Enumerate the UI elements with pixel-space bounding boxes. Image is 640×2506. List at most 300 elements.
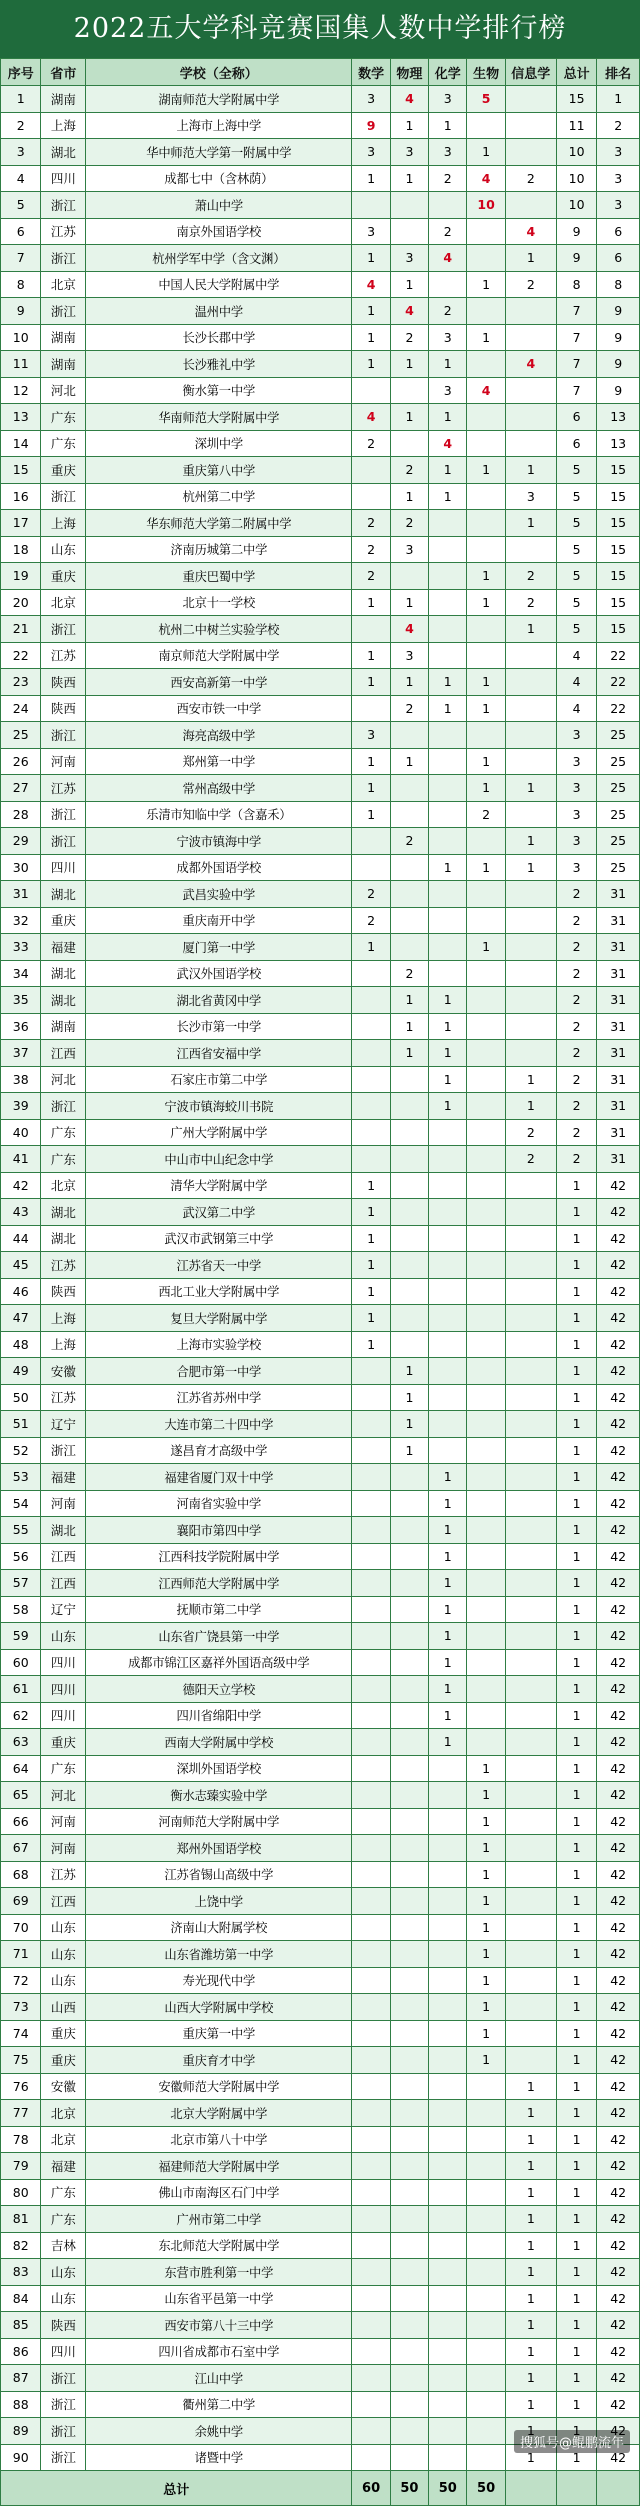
cell-rank: 13	[597, 404, 640, 431]
cell-physics	[390, 1464, 428, 1491]
cell-index: 85	[1, 2312, 41, 2339]
table-row	[1, 2312, 640, 2339]
cell-informatics	[505, 1676, 556, 1703]
cell-school: 西安高新第一中学	[86, 669, 352, 696]
cell-math: 3	[352, 86, 390, 113]
cell-school: 上饶中学	[86, 1888, 352, 1915]
cell-index: 23	[1, 669, 41, 696]
cell-physics: 2	[390, 960, 428, 987]
cell-math	[352, 2206, 390, 2233]
cell-total: 1	[556, 2285, 596, 2312]
cell-index: 34	[1, 960, 41, 987]
cell-index: 57	[1, 1570, 41, 1597]
cell-biology: 2	[467, 801, 505, 828]
cell-physics	[390, 1835, 428, 1862]
cell-biology	[467, 1172, 505, 1199]
cell-informatics	[505, 1517, 556, 1544]
cell-province: 四川	[41, 1702, 86, 1729]
cell-rank: 42	[597, 2206, 640, 2233]
cell-rank: 42	[597, 2047, 640, 2074]
cell-chemistry: 1	[429, 1464, 467, 1491]
cell-school: 西南大学附属中学校	[86, 1729, 352, 1756]
cell-biology: 1	[467, 1861, 505, 1888]
cell-informatics	[505, 801, 556, 828]
table-row	[1, 1649, 640, 1676]
cell-school: 清华大学附属中学	[86, 1172, 352, 1199]
header-biology: 生物	[467, 59, 505, 86]
cell-province: 吉林	[41, 2232, 86, 2259]
cell-school: 乐清市知临中学（含嘉禾）	[86, 801, 352, 828]
cell-informatics	[505, 324, 556, 351]
cell-chemistry	[429, 1782, 467, 1809]
cell-total: 2	[556, 960, 596, 987]
cell-biology: 1	[467, 748, 505, 775]
table-row	[1, 1437, 640, 1464]
cell-informatics	[505, 1464, 556, 1491]
cell-rank: 31	[597, 1093, 640, 1120]
table-row	[1, 2259, 640, 2286]
cell-school: 衡水第一中学	[86, 377, 352, 404]
cell-index: 30	[1, 854, 41, 881]
cell-province: 湖南	[41, 351, 86, 378]
cell-informatics	[505, 881, 556, 908]
cell-informatics: 1	[505, 2206, 556, 2233]
cell-total: 10	[556, 192, 596, 219]
cell-province: 湖北	[41, 1199, 86, 1226]
cell-rank: 42	[597, 2391, 640, 2418]
cell-school: 厦门第一中学	[86, 934, 352, 961]
cell-physics: 1	[390, 112, 428, 139]
cell-biology	[467, 1702, 505, 1729]
cell-informatics	[505, 536, 556, 563]
cell-index: 90	[1, 2444, 41, 2471]
cell-math	[352, 1040, 390, 1067]
cell-chemistry: 1	[429, 1543, 467, 1570]
cell-rank: 42	[597, 1649, 640, 1676]
cell-rank: 6	[597, 218, 640, 245]
cell-informatics: 1	[505, 854, 556, 881]
cell-physics	[390, 1941, 428, 1968]
cell-school: 诸暨中学	[86, 2444, 352, 2471]
cell-total: 2	[556, 1040, 596, 1067]
cell-province: 湖北	[41, 960, 86, 987]
cell-biology	[467, 1305, 505, 1332]
table-row	[1, 616, 640, 643]
cell-physics	[390, 377, 428, 404]
cell-school: 襄阳市第四中学	[86, 1517, 352, 1544]
cell-province: 山东	[41, 1623, 86, 1650]
cell-chemistry: 1	[429, 1702, 467, 1729]
cell-informatics	[505, 1570, 556, 1597]
cell-physics: 2	[390, 510, 428, 537]
table-row	[1, 1835, 640, 1862]
cell-total: 5	[556, 589, 596, 616]
cell-informatics	[505, 430, 556, 457]
cell-province: 江苏	[41, 1384, 86, 1411]
cell-school: 华东师范大学第二附属中学	[86, 510, 352, 537]
cell-math	[352, 1755, 390, 1782]
cell-total: 9	[556, 218, 596, 245]
table-body	[1, 86, 640, 2471]
cell-physics	[390, 2153, 428, 2180]
cell-province: 重庆	[41, 457, 86, 484]
cell-biology: 1	[467, 854, 505, 881]
cell-index: 52	[1, 1437, 41, 1464]
cell-physics	[390, 1808, 428, 1835]
cell-informatics	[505, 1782, 556, 1809]
cell-biology: 1	[467, 139, 505, 166]
cell-total: 1	[556, 1888, 596, 1915]
cell-chemistry: 1	[429, 669, 467, 696]
cell-biology	[467, 2126, 505, 2153]
cell-index: 65	[1, 1782, 41, 1809]
cell-index: 63	[1, 1729, 41, 1756]
cell-province: 浙江	[41, 801, 86, 828]
cell-rank: 31	[597, 907, 640, 934]
cell-total: 15	[556, 86, 596, 113]
cell-rank: 15	[597, 483, 640, 510]
cell-chemistry: 1	[429, 1040, 467, 1067]
cell-school: 长沙雅礼中学	[86, 351, 352, 378]
cell-total: 1	[556, 1305, 596, 1332]
cell-math	[352, 2126, 390, 2153]
cell-index: 43	[1, 1199, 41, 1226]
cell-biology: 1	[467, 1967, 505, 1994]
cell-school: 温州中学	[86, 298, 352, 325]
cell-index: 44	[1, 1225, 41, 1252]
cell-total: 9	[556, 245, 596, 272]
cell-physics: 1	[390, 589, 428, 616]
cell-school: 山东省广饶县第一中学	[86, 1623, 352, 1650]
cell-biology: 5	[467, 86, 505, 113]
cell-school: 深圳外国语学校	[86, 1755, 352, 1782]
cell-rank: 15	[597, 536, 640, 563]
cell-school: 杭州二中树兰实验学校	[86, 616, 352, 643]
cell-index: 42	[1, 1172, 41, 1199]
cell-chemistry	[429, 563, 467, 590]
cell-chemistry	[429, 1146, 467, 1173]
cell-informatics	[505, 1013, 556, 1040]
cell-province: 四川	[41, 2338, 86, 2365]
cell-total: 3	[556, 801, 596, 828]
cell-physics	[390, 1278, 428, 1305]
cell-chemistry	[429, 1994, 467, 2021]
table-row	[1, 298, 640, 325]
cell-biology	[467, 1649, 505, 1676]
cell-informatics: 1	[505, 2126, 556, 2153]
cell-math	[352, 483, 390, 510]
cell-rank: 42	[597, 1835, 640, 1862]
table-row	[1, 1914, 640, 1941]
cell-total: 1	[556, 2312, 596, 2339]
cell-math: 3	[352, 139, 390, 166]
cell-rank: 42	[597, 1596, 640, 1623]
cell-biology: 1	[467, 2047, 505, 2074]
cell-index: 14	[1, 430, 41, 457]
header-rank: 排名	[597, 59, 640, 86]
footer-informatics	[505, 2471, 556, 2506]
cell-math: 2	[352, 430, 390, 457]
cell-total: 1	[556, 1702, 596, 1729]
cell-rank: 9	[597, 324, 640, 351]
cell-chemistry	[429, 2179, 467, 2206]
cell-province: 浙江	[41, 828, 86, 855]
cell-chemistry	[429, 1861, 467, 1888]
cell-index: 83	[1, 2259, 41, 2286]
cell-math	[352, 854, 390, 881]
cell-province: 安徽	[41, 1358, 86, 1385]
cell-rank: 42	[597, 2338, 640, 2365]
cell-chemistry: 3	[429, 377, 467, 404]
cell-biology	[467, 2100, 505, 2127]
cell-math	[352, 1437, 390, 1464]
cell-physics	[390, 1146, 428, 1173]
cell-school: 河南省实验中学	[86, 1490, 352, 1517]
cell-province: 辽宁	[41, 1596, 86, 1623]
cell-chemistry	[429, 2232, 467, 2259]
cell-math: 1	[352, 801, 390, 828]
cell-chemistry: 1	[429, 404, 467, 431]
cell-province: 江苏	[41, 218, 86, 245]
cell-index: 35	[1, 987, 41, 1014]
cell-rank: 25	[597, 828, 640, 855]
cell-math: 1	[352, 1331, 390, 1358]
cell-math	[352, 2232, 390, 2259]
cell-index: 39	[1, 1093, 41, 1120]
cell-chemistry: 1	[429, 1623, 467, 1650]
table-row	[1, 1888, 640, 1915]
cell-province: 河北	[41, 1782, 86, 1809]
cell-index: 54	[1, 1490, 41, 1517]
cell-index: 6	[1, 218, 41, 245]
cell-physics	[390, 430, 428, 457]
cell-chemistry: 1	[429, 1093, 467, 1120]
cell-informatics	[505, 642, 556, 669]
cell-rank: 42	[597, 1490, 640, 1517]
table-row	[1, 907, 640, 934]
cell-math: 3	[352, 722, 390, 749]
cell-informatics	[505, 298, 556, 325]
cell-math	[352, 2047, 390, 2074]
cell-biology	[467, 881, 505, 908]
cell-index: 59	[1, 1623, 41, 1650]
cell-math	[352, 1119, 390, 1146]
cell-physics: 1	[390, 1013, 428, 1040]
cell-total: 5	[556, 510, 596, 537]
cell-province: 浙江	[41, 2365, 86, 2392]
cell-province: 北京	[41, 271, 86, 298]
cell-biology	[467, 1437, 505, 1464]
cell-math	[352, 2179, 390, 2206]
cell-chemistry	[429, 1808, 467, 1835]
cell-school: 北京大学附属中学	[86, 2100, 352, 2127]
cell-index: 84	[1, 2285, 41, 2312]
cell-province: 重庆	[41, 1729, 86, 1756]
cell-informatics	[505, 1490, 556, 1517]
cell-physics: 1	[390, 1411, 428, 1438]
cell-school: 江西科技学院附属中学	[86, 1543, 352, 1570]
cell-math	[352, 1596, 390, 1623]
cell-rank: 42	[597, 1172, 640, 1199]
table-row	[1, 2179, 640, 2206]
cell-biology	[467, 1013, 505, 1040]
cell-physics: 2	[390, 457, 428, 484]
cell-informatics: 1	[505, 2179, 556, 2206]
cell-chemistry: 1	[429, 112, 467, 139]
cell-total: 2	[556, 881, 596, 908]
cell-total: 1	[556, 2047, 596, 2074]
cell-school: 长沙市第一中学	[86, 1013, 352, 1040]
cell-biology	[467, 2391, 505, 2418]
cell-informatics	[505, 1835, 556, 1862]
cell-physics	[390, 1517, 428, 1544]
table-row	[1, 1040, 640, 1067]
cell-school: 衢州第二中学	[86, 2391, 352, 2418]
cell-biology	[467, 1570, 505, 1597]
cell-province: 浙江	[41, 616, 86, 643]
cell-province: 重庆	[41, 2047, 86, 2074]
cell-province: 浙江	[41, 1437, 86, 1464]
cell-province: 山东	[41, 2259, 86, 2286]
table-row	[1, 2126, 640, 2153]
cell-rank: 31	[597, 881, 640, 908]
cell-rank: 31	[597, 934, 640, 961]
cell-rank: 42	[597, 2232, 640, 2259]
cell-chemistry	[429, 934, 467, 961]
cell-rank: 42	[597, 1729, 640, 1756]
cell-school: 山西大学附属中学校	[86, 1994, 352, 2021]
cell-province: 江西	[41, 1543, 86, 1570]
cell-total: 1	[556, 1384, 596, 1411]
cell-index: 38	[1, 1066, 41, 1093]
cell-biology: 1	[467, 1835, 505, 1862]
cell-rank: 42	[597, 2126, 640, 2153]
table-row	[1, 1490, 640, 1517]
cell-total: 1	[556, 1808, 596, 1835]
cell-province: 四川	[41, 1676, 86, 1703]
cell-index: 45	[1, 1252, 41, 1279]
cell-rank: 42	[597, 2418, 640, 2445]
cell-total: 1	[556, 1570, 596, 1597]
header-physics: 物理	[390, 59, 428, 86]
cell-biology	[467, 2179, 505, 2206]
cell-biology	[467, 218, 505, 245]
cell-informatics	[505, 1729, 556, 1756]
cell-informatics: 1	[505, 2365, 556, 2392]
cell-index: 26	[1, 748, 41, 775]
cell-total: 2	[556, 987, 596, 1014]
cell-school: 大连市第二十四中学	[86, 1411, 352, 1438]
cell-informatics	[505, 1305, 556, 1332]
cell-index: 70	[1, 1914, 41, 1941]
cell-chemistry	[429, 2365, 467, 2392]
cell-rank: 42	[597, 1676, 640, 1703]
cell-chemistry	[429, 1225, 467, 1252]
table-row	[1, 2047, 640, 2074]
cell-rank: 42	[597, 2285, 640, 2312]
table-row	[1, 2391, 640, 2418]
cell-biology: 1	[467, 563, 505, 590]
cell-biology	[467, 2338, 505, 2365]
table-row	[1, 1119, 640, 1146]
cell-informatics: 1	[505, 2312, 556, 2339]
table-row	[1, 377, 640, 404]
cell-index: 80	[1, 2179, 41, 2206]
cell-province: 广东	[41, 2206, 86, 2233]
cell-school: 宁波市镇海中学	[86, 828, 352, 855]
header-school: 学校（全称）	[86, 59, 352, 86]
cell-rank: 42	[597, 1517, 640, 1544]
cell-chemistry: 2	[429, 165, 467, 192]
cell-informatics: 1	[505, 2391, 556, 2418]
cell-chemistry	[429, 510, 467, 537]
cell-biology	[467, 2153, 505, 2180]
cell-chemistry	[429, 2312, 467, 2339]
cell-total: 5	[556, 483, 596, 510]
cell-chemistry: 1	[429, 1676, 467, 1703]
cell-rank: 31	[597, 1146, 640, 1173]
cell-rank: 31	[597, 1066, 640, 1093]
cell-school: 江苏省锡山高级中学	[86, 1861, 352, 1888]
cell-chemistry	[429, 2153, 467, 2180]
cell-school: 福建师范大学附属中学	[86, 2153, 352, 2180]
cell-biology	[467, 1729, 505, 1756]
table-row	[1, 775, 640, 802]
cell-total: 2	[556, 934, 596, 961]
cell-rank: 42	[597, 1570, 640, 1597]
footer-label: 总计	[1, 2471, 352, 2506]
table-row	[1, 1570, 640, 1597]
cell-index: 32	[1, 907, 41, 934]
cell-rank: 25	[597, 722, 640, 749]
cell-province: 湖南	[41, 1013, 86, 1040]
cell-province: 河北	[41, 377, 86, 404]
table-row	[1, 1225, 640, 1252]
cell-chemistry: 1	[429, 1596, 467, 1623]
cell-index: 46	[1, 1278, 41, 1305]
cell-informatics: 1	[505, 828, 556, 855]
cell-chemistry: 1	[429, 1066, 467, 1093]
cell-biology: 1	[467, 1914, 505, 1941]
cell-province: 重庆	[41, 2020, 86, 2047]
cell-chemistry	[429, 1411, 467, 1438]
cell-physics	[390, 192, 428, 219]
table-row	[1, 563, 640, 590]
cell-biology	[467, 430, 505, 457]
cell-biology	[467, 1384, 505, 1411]
table-row	[1, 1172, 640, 1199]
cell-physics	[390, 1782, 428, 1809]
cell-physics: 1	[390, 748, 428, 775]
cell-math: 1	[352, 1225, 390, 1252]
cell-chemistry	[429, 271, 467, 298]
cell-biology: 1	[467, 1755, 505, 1782]
cell-physics: 1	[390, 351, 428, 378]
cell-informatics	[505, 1596, 556, 1623]
cell-chemistry	[429, 960, 467, 987]
cell-index: 15	[1, 457, 41, 484]
table-row	[1, 1278, 640, 1305]
cell-informatics	[505, 1331, 556, 1358]
cell-chemistry	[429, 801, 467, 828]
cell-physics: 2	[390, 324, 428, 351]
cell-chemistry: 1	[429, 854, 467, 881]
cell-chemistry	[429, 1755, 467, 1782]
cell-biology	[467, 1358, 505, 1385]
cell-biology	[467, 1040, 505, 1067]
cell-index: 3	[1, 139, 41, 166]
cell-math	[352, 1782, 390, 1809]
